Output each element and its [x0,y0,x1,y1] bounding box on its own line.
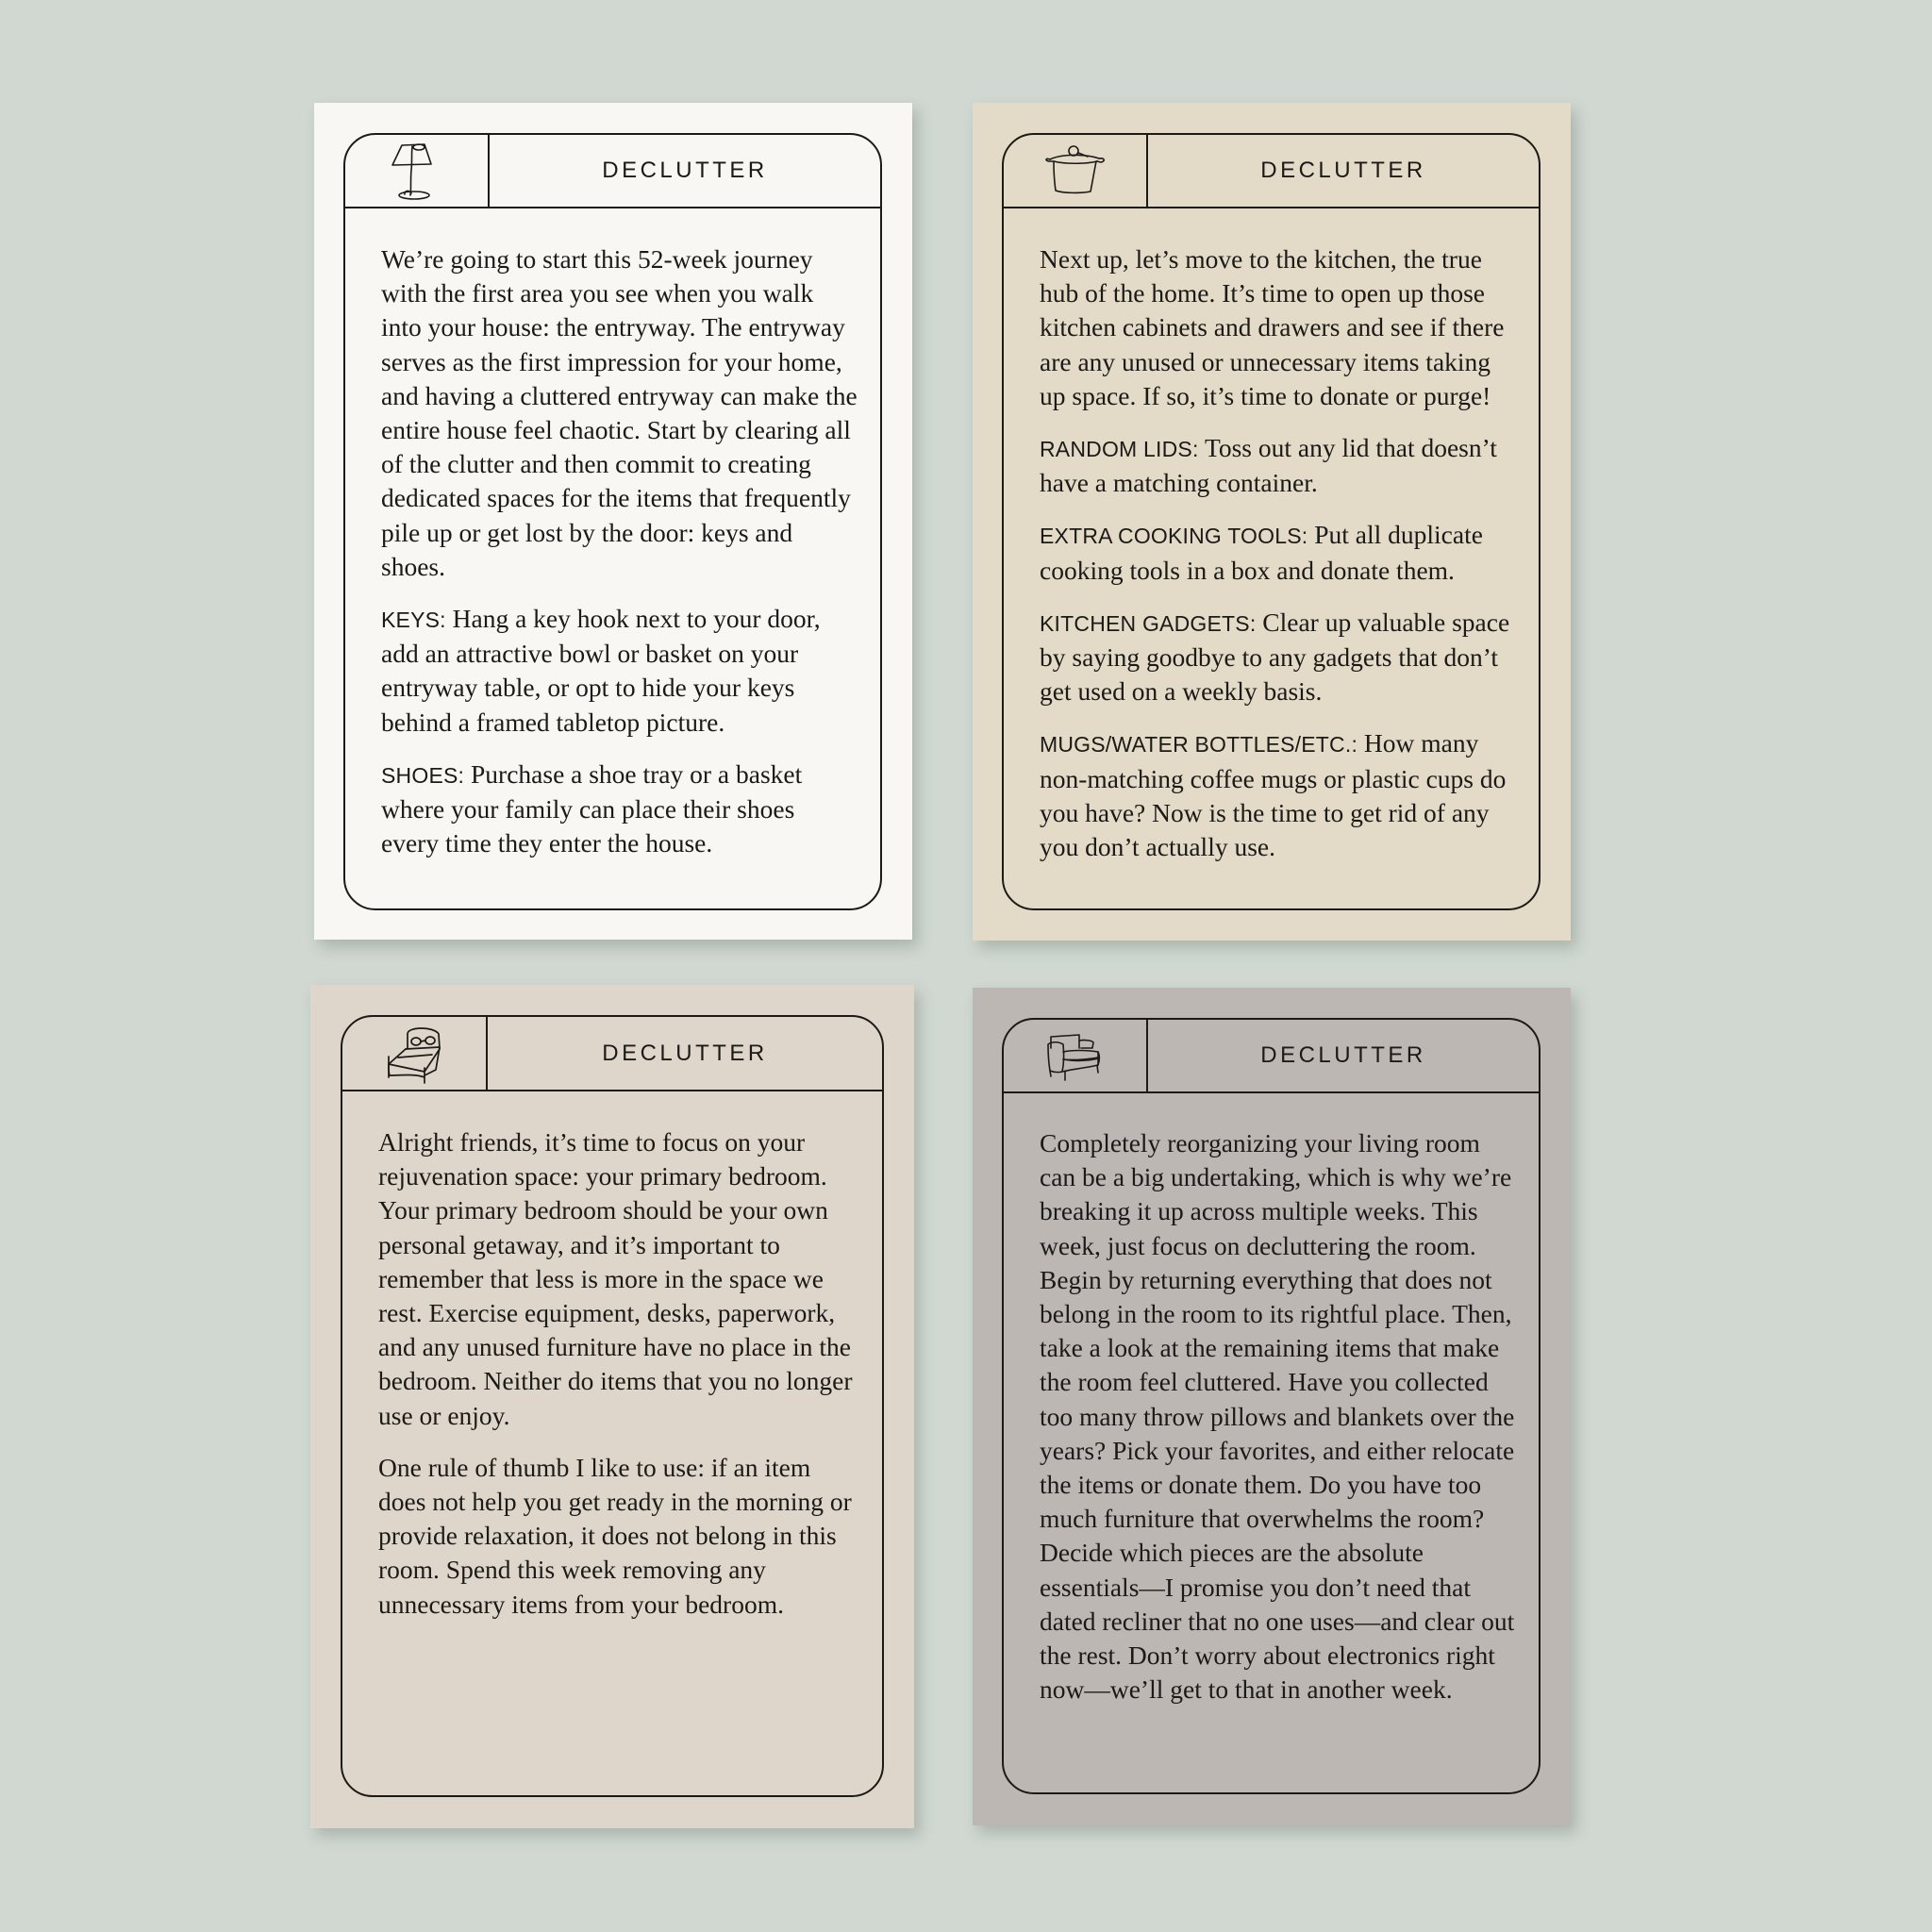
icon-cell [342,1017,488,1090]
tip-text: Toss out any lid that doesn’t have a matching container. [1040,433,1497,498]
card-kitchen [973,103,1571,941]
tip-label: KEYS [381,608,441,633]
tip-shoes: SHOES: Purchase a shoe tray or a basket where your family can place their shoes every time they enter the house. [381,758,803,858]
paragraph: Completely reorganizing your living room can be a big undertaking, which is why we’re breaking it up across multiple weeks. This week, just focus on decluttering the room. Begin by returning everything that does not belong in the room to its rightful place. Then, take a look at the remaining items that make the room feel cluttered. Have you collected too many throw pillows and blankets over the years? Pick your favorites, and either relocate the items or donate them. Do you have too much furniture that overwhelms the room? Decide which pieces are the absolute essentials—I promise you don’t need that dated recliner that no one uses—and clear out the rest. Don’t worry about electronics right now—we’ll get to that in another week. [1040,1128,1515,1705]
card-title: DECLUTTER [1260,1042,1426,1068]
card-frame [341,1015,884,1797]
paragraph: One rule of thumb I like to use: if an item does not help you get ready in the morning or provide relaxation, it does not belong in this room. Spend this week removing any unnecessary items from your bedroom. [378,1452,852,1619]
card-header [1004,135,1539,208]
tip-mugs-water-bottles: MUGS/WATER BOTTLES/ETC.: How many non-matching coffee mugs or plastic cups do you have? Now is the time to get rid of any you don’t actually use. [1040,728,1507,862]
intro-paragraph: We’re going to start this 52-week journey with the first area you see when you walk into your house: the entryway. The entryway serves as the first impression for your home, and having a cluttered entryway can make the entire house feel chaotic. Start by clearing all of the clutter and then commit to creating dedicated spaces for the items that frequently pile up or get lost by the door: keys and shoes. [381,244,858,581]
icon-cell [1004,1020,1148,1091]
tip-label: MUGS/WATER BOTTLES/ETC. [1040,732,1352,758]
card-header [1004,1020,1539,1093]
tip-extra-cooking-tools: EXTRA COOKING TOOLS: Put all duplicate cooking tools in a box and donate them. [1040,520,1483,585]
lamp-icon [391,142,443,200]
paragraph: Alright friends, it’s time to focus on your rejuvenation space: your primary bedroom. Your primary bedroom should be your own personal getaway, and it’s important to remember that less is more in the space we rest. Exercise equipment, desks, paperwork, and any unused furniture have no place in the bedroom. Neither do items that you no longer use or enjoy. [378,1127,853,1430]
card-body [1040,242,1516,882]
card-title: DECLUTTER [602,158,768,183]
cooking-pot-icon [1042,144,1108,197]
intro-paragraph: Next up, let’s move to the kitchen, the true hub of the home. It’s time to open up those kitchen cabinets and drawers and see if there are any unused or unnecessary items taking up space. If so, it’s time to donate or purge! [1040,244,1505,410]
card-body [1040,1126,1516,1724]
tip-text: Hang a key hook next to your door, add an attractive bowl or basket on your entryway table, or opt to hide your keys behind a framed tabletop picture. [381,604,821,737]
icon-cell [1004,135,1148,207]
card-body [378,1125,859,1640]
card-body [381,242,858,878]
tip-label: EXTRA COOKING TOOLS [1040,524,1302,549]
icon-cell [345,135,490,207]
card-frame [343,133,882,910]
card-header [345,135,880,208]
card-frame [1002,1018,1541,1794]
bed-icon [387,1024,441,1083]
tip-text: Clear up valuable space by saying goodbye to any gadgets that don’t get used on a weekly basis. [1040,607,1510,707]
tip-random-lids: RANDOM LIDS: Toss out any lid that doesn’t have a matching container. [1040,433,1497,498]
card-entryway [314,103,912,940]
tip-keys: KEYS: Hang a key hook next to your door, add an attractive bowl or basket on your entryway table, or opt to hide your keys behind a framed tabletop picture. [381,604,821,737]
tip-text: How many non-matching coffee mugs or plastic cups do you have? Now is the time to get rid of any you don’t actually use. [1040,728,1507,862]
card-bedroom [310,985,914,1828]
card-header [342,1017,882,1091]
tip-text: Put all duplicate cooking tools in a box and donate them. [1040,520,1483,585]
card-living-room [973,988,1571,1825]
tip-label: RANDOM LIDS [1040,437,1192,462]
tip-label: SHOES [381,762,458,788]
card-title: DECLUTTER [602,1040,768,1066]
tip-kitchen-gadgets: KITCHEN GADGETS: Clear up valuable space by saying goodbye to any gadgets that don’t get used on a weekly basis. [1040,607,1510,707]
tip-text: Purchase a shoe tray or a basket where your family can place their shoes every time they enter the house. [381,758,803,858]
card-frame [1002,133,1541,910]
card-title: DECLUTTER [1260,158,1426,183]
armchair-icon [1047,1029,1104,1082]
tip-label: KITCHEN GADGETS [1040,610,1250,636]
